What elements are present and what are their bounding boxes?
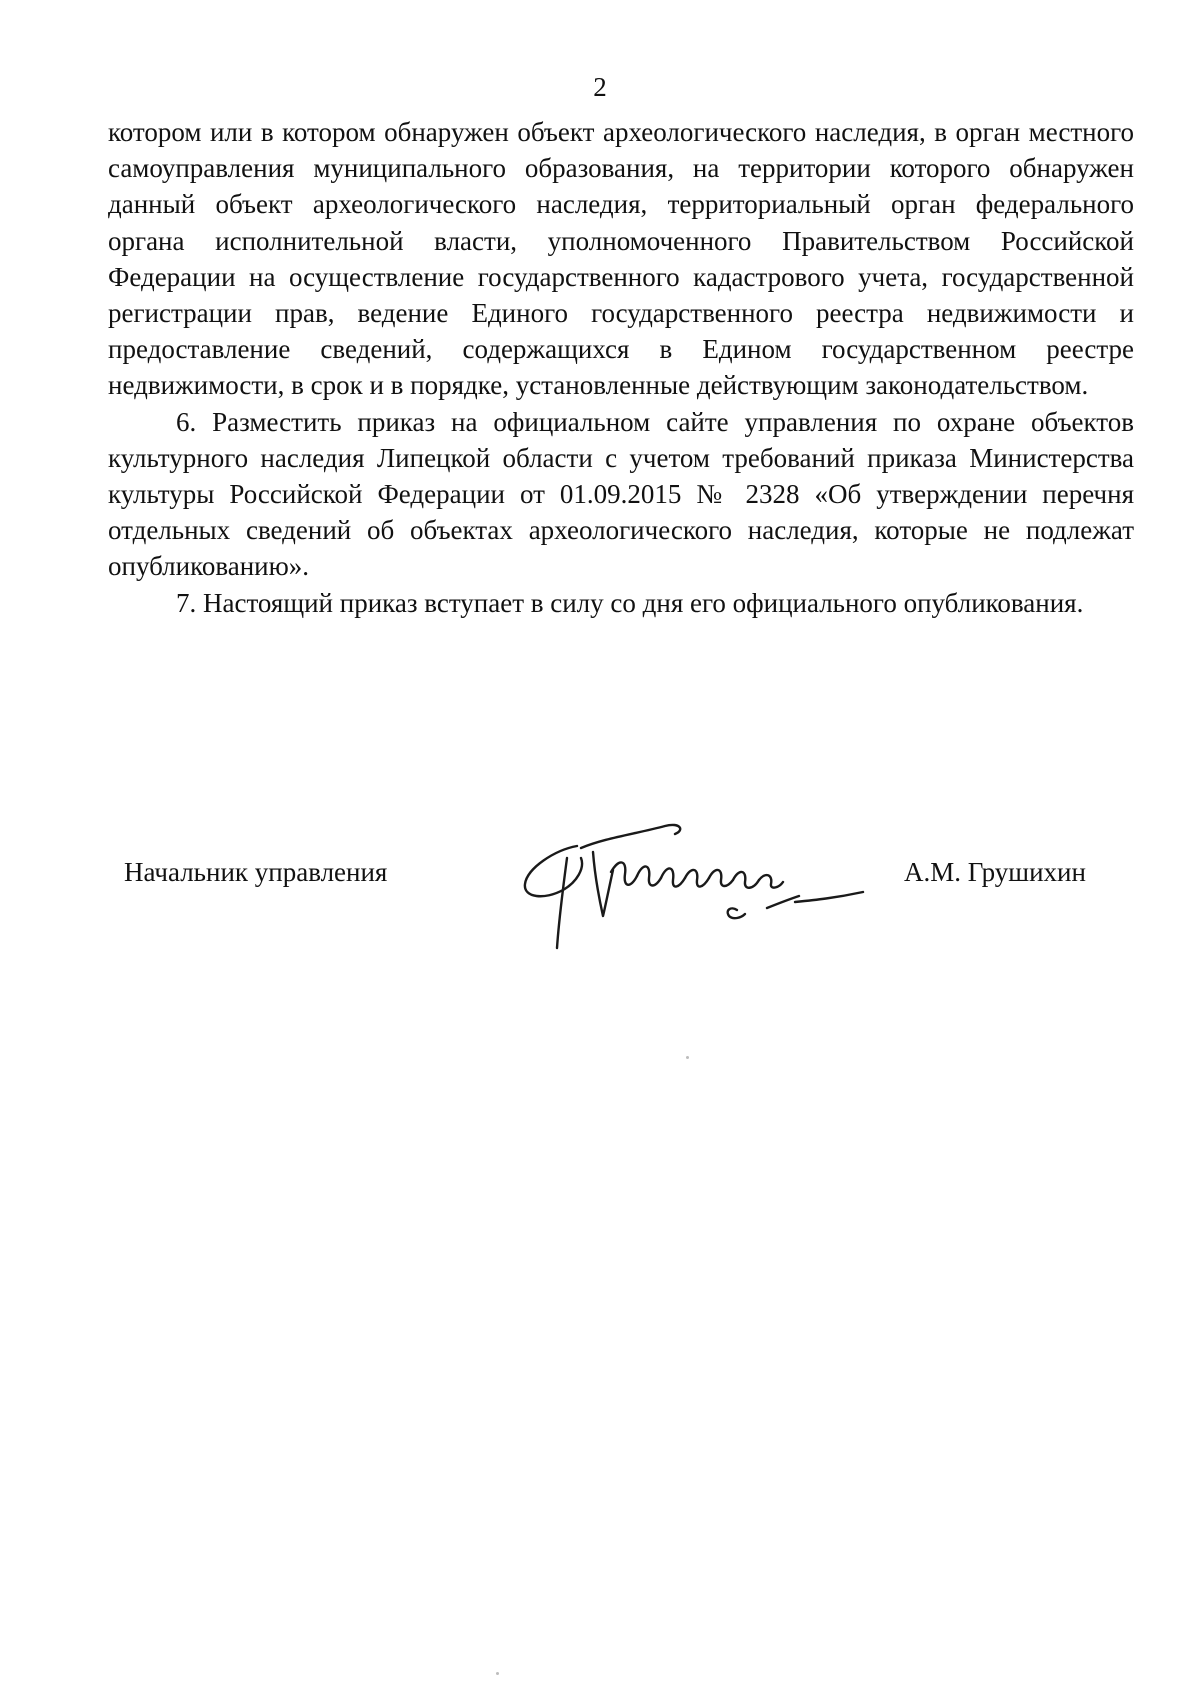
document-body (108, 114, 1134, 621)
scan-artifact (496, 1672, 499, 1675)
handwritten-signature-icon (515, 808, 895, 958)
signatory-name: А.М. Грушихин (904, 857, 1086, 887)
paragraph-item-7: 7. Настоящий приказ вступает в силу со дня его официального опубликования. (176, 587, 1084, 618)
signatory-position: Начальник управления (124, 857, 388, 887)
paragraph-continuation: котором или в котором обнаружен объект археологического наследия, в орган местного самоуправления муниципального образования, на территории которого обнаружен данный объект археологического наследия, территориальный орган федерального органа исполнительной власти, уполномоченного Правительством Российской Федерации на осуществление государственного кадастрового учета, государственной регистрации прав, ведение Единого государственного реестра недвижимости и предоставление сведений, содержащихся в Едином государственном реестре недвижимости, в срок и в порядке, установленные действующим законодательством. (108, 117, 1134, 401)
scan-artifact (686, 1056, 689, 1059)
paragraph-item-6: 6. Разместить приказ на официальном сайте управления по охране объектов культурного наследия Липецкой области с учетом требований приказа Министерства культуры Российской Федерации от 01.09.2015 № 2328 «Об утверждении перечня отдельных сведений об объектах археологического наследия, которые не подлежат опубликованию». (108, 406, 1134, 582)
page-number: 2 (593, 72, 607, 102)
